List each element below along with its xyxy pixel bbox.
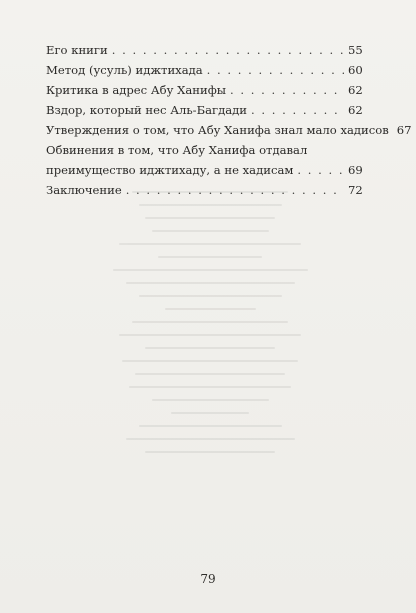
- toc-entry-title: Критика в адрес Абу Ханифы: [46, 83, 227, 97]
- toc-entry-title: Вздор, который нес Аль-Багдади: [46, 103, 247, 117]
- toc-leader-dots: [230, 80, 344, 100]
- toc-leader-dots: [297, 160, 344, 180]
- toc-entry-page: 62: [348, 83, 363, 97]
- toc-entry[interactable]: [46, 120, 412, 140]
- toc-entry-page: 55: [348, 43, 363, 57]
- toc-entry-page: 62: [348, 103, 363, 117]
- toc-entry-title: Метод (усуль) иджтихада: [46, 63, 203, 77]
- toc-entry[interactable]: [46, 80, 362, 100]
- toc-entry-title: Утверждения о том, что Абу Ханифа знал мало хадисов: [46, 123, 389, 137]
- toc-entry-page: 60: [348, 63, 363, 77]
- toc-entry[interactable]: [46, 140, 362, 180]
- toc-entry-title: Заключение: [46, 183, 122, 197]
- toc-leader-dots: [126, 180, 344, 200]
- toc-entry[interactable]: [46, 180, 362, 200]
- toc-entry-page: 67: [396, 123, 412, 137]
- toc-entry-line2: [46, 160, 362, 180]
- toc-entry-title: Его книги: [46, 43, 108, 57]
- toc-entry[interactable]: [46, 100, 362, 120]
- toc-leader-dots: [251, 100, 344, 120]
- toc-entry-title-line1: Обвинения в том, что Абу Ханифа отдавал: [46, 143, 308, 157]
- toc-entry[interactable]: [46, 40, 362, 60]
- bleed-through-decoration: [80, 180, 340, 550]
- page-number: 79: [200, 572, 216, 586]
- toc-leader-dots: [112, 40, 344, 60]
- toc-entry-page: 72: [348, 183, 363, 197]
- table-of-contents: [46, 40, 412, 200]
- toc-leader-dots: [207, 60, 344, 80]
- toc-entry-title-line2: преимущество иджтихаду, а не хадисам: [46, 163, 294, 177]
- toc-entry-page: 69: [348, 163, 363, 177]
- toc-entry[interactable]: [46, 60, 362, 80]
